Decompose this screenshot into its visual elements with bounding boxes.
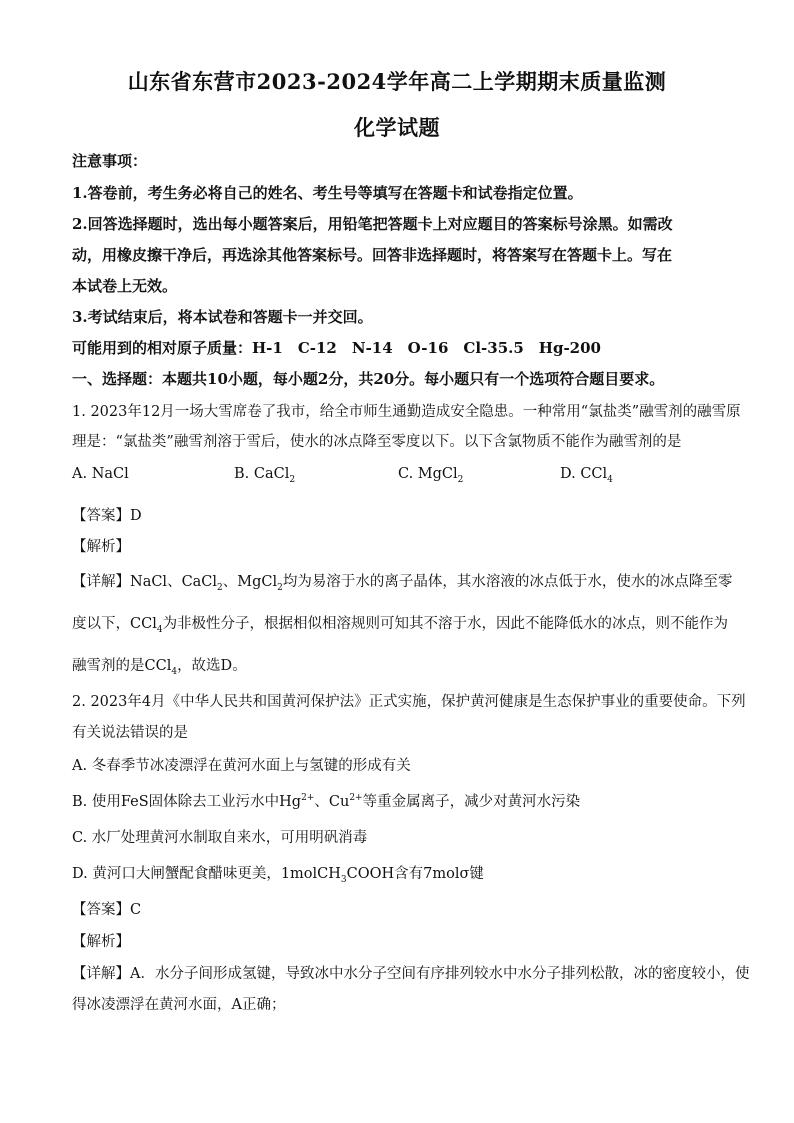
q2-option-b-a: B. 使用FeS固体除去工业污水中Hg — [72, 794, 302, 810]
note-2-line-2: 动，用橡皮擦干净后，再选涂其他答案标号。回答非选择题时，将答案写在答题卡上。写在 — [72, 246, 673, 264]
page-subtitle: 化学试题 — [354, 115, 440, 140]
q1-option-b-label: B. — [234, 466, 254, 482]
q1-detail-1a: NaCl、CaCl — [130, 574, 218, 590]
q1-detail-3-sub: 4 — [171, 666, 178, 677]
q2-option-a: A. 冬春季节冰凌漂浮在黄河水面上与氢键的形成有关 — [72, 758, 411, 774]
q2-option-d — [72, 862, 722, 883]
q1-option-b-formula: CaCl — [253, 466, 290, 482]
q2-stem-line-2: 有关说法错误的是 — [72, 725, 188, 741]
q1-option-d-sub: 4 — [607, 474, 613, 485]
q1-option-b — [234, 466, 296, 485]
q2-option-b — [72, 790, 722, 811]
q1-detail-line-1 — [72, 570, 733, 593]
q1-answer: 【答案】D — [72, 508, 142, 524]
q1-stem-line-1: 1. 2023年12月一场大雪席卷了我市，给全市师生通勤造成安全隐患。一种常用“氯盐类”融雪剂的融雪原 — [72, 404, 741, 420]
section-1-heading: 一、选择题：本题共10小题，每小题2分，共20分。每小题只有一个选项符合题目要求。 — [72, 370, 665, 388]
q1-detail-1b: 、MgCl — [222, 574, 278, 590]
q1-option-a: A. NaCl — [72, 466, 129, 482]
q1-detail-3a: 融雪剂的是CCl — [72, 658, 172, 674]
q2-detail-line-2: 得冰凌漂浮在黄河水面，A正确； — [72, 997, 286, 1013]
atomic-masses: 可能用到的相对原子质量：H-1 C-12 N-14 O-16 Cl-35.5 Hg-200 — [72, 339, 601, 357]
q1-detail-line-3 — [72, 654, 722, 675]
q1-option-c-sub: 2 — [457, 474, 464, 485]
q2-analysis-label: 【解析】 — [72, 934, 130, 950]
q1-analysis-label: 【解析】 — [72, 539, 130, 555]
q1-detail-3b: ，故选D。 — [177, 658, 247, 674]
q1-detail-1-sub1: 2 — [217, 582, 223, 593]
q1-option-d-formula: CCl — [580, 466, 608, 482]
q1-option-b-sub: 2 — [289, 474, 296, 485]
q2-option-d-b: COOH含有7molσ键 — [346, 866, 484, 882]
q1-stem-line-2: 理是：“氯盐类”融雪剂溶于雪后，使水的冰点降至零度以下。以下含氯物质不能作为融雪剂的是 — [72, 434, 682, 450]
q2-option-d-a: D. 黄河口大闸蟹配食醋味更美，1molCH — [72, 866, 341, 882]
q1-detail-line-2 — [72, 612, 729, 635]
q2-option-b-sup2: 2+ — [349, 793, 363, 804]
q2-stem-line-1: 2. 2023年4月《中华人民共和国黄河保护法》正式实施，保护黄河健康是生态保护事业的重要使命。下列 — [72, 694, 746, 710]
q1-detail-2a: 度以下，CCl — [72, 616, 157, 632]
q1-option-d — [560, 466, 613, 485]
q1-option-c-label: C. — [398, 466, 418, 482]
q2-detail-1: A．水分子间形成氢键，导致冰中水分子空间有序排列较水中水分子排列松散，冰的密度较小，使 — [130, 966, 750, 982]
note-3: 3.考试结束后，将本试卷和答题卡一并交回。 — [72, 308, 373, 326]
q1-option-c — [398, 466, 464, 485]
q2-detail-tag: 【详解】 — [72, 966, 130, 982]
note-2-line-3: 本试卷上无效。 — [72, 277, 178, 295]
q2-option-d-sub: 3 — [340, 874, 347, 885]
note-2-line-1: 2.回答选择题时，选出每小题答案后，用铅笔把答题卡上对应题目的答案标号涂黑。如需改 — [72, 215, 673, 233]
q1-detail-1c: 均为易溶于水的离子晶体，其水溶液的冰点低于水，使水的冰点降至零 — [282, 574, 733, 590]
q1-detail-2-sub: 4 — [156, 624, 163, 635]
q2-option-b-b: 、Cu — [314, 794, 350, 810]
q1-option-d-label: D. — [560, 466, 581, 482]
q2-option-c: C. 水厂处理黄河水制取自来水，可用明矾消毒 — [72, 830, 368, 846]
note-1: 1.答卷前，考生务必将自己的姓名、考生号等填写在答题卡和试卷指定位置。 — [72, 184, 583, 202]
page-title: 山东省东营市2023-2024学年高二上学期期末质量监测 — [127, 69, 667, 94]
q2-option-b-c: 等重金属离子，减少对黄河水污染 — [362, 794, 581, 810]
q2-detail-line-1 — [72, 962, 750, 983]
q1-detail-tag: 【详解】 — [72, 574, 130, 590]
q2-answer: 【答案】C — [72, 902, 142, 918]
q1-detail-2b: 为非极性分子，根据相似相溶规则可知其不溶于水，因此不能降低水的冰点，则不能作为 — [162, 616, 729, 632]
q1-detail-1-sub2: 2 — [277, 582, 283, 593]
q1-option-c-formula: MgCl — [417, 466, 458, 482]
q2-option-b-sup1: 2+ — [301, 793, 315, 804]
notes-heading: 注意事项： — [72, 152, 148, 170]
